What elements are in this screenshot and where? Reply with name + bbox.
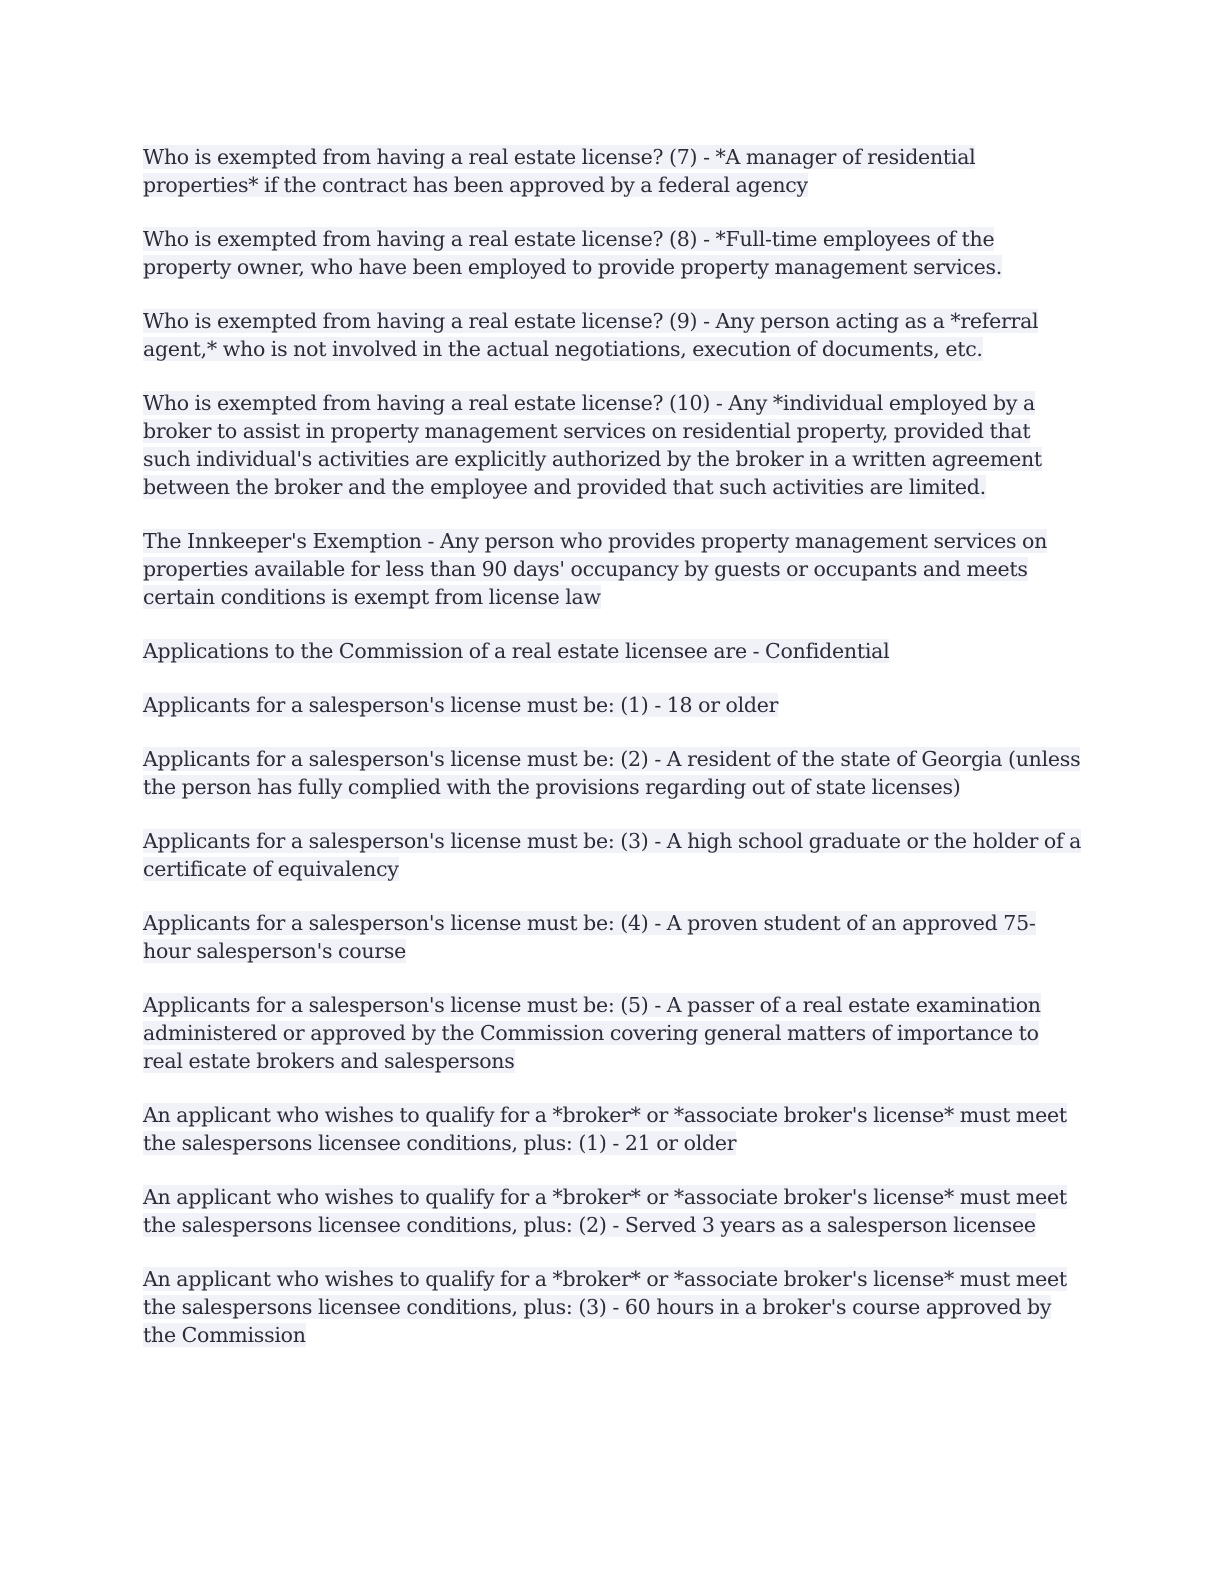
entry-text: Who is exempted from having a real estate license? (10) - Any *individual employed by a broker to assist in property management services on residential property, provided that such individual's activities are explicitly authorized by the broker in a written agreement between the broker and the employee and provided that such activities are limited.: [143, 391, 1042, 499]
entry-text: Applicants for a salesperson's license must be: (5) - A passer of a real estate examination administered or approved by the Commission covering general matters of importance to real estate brokers and salespersons: [143, 993, 1041, 1073]
flashcard-entry: [143, 909, 1083, 965]
entry-text: Who is exempted from having a real estate license? (7) - *A manager of residential properties* if the contract has been approved by a federal agency: [143, 145, 976, 197]
flashcard-entry: [143, 691, 1083, 719]
flashcard-entry: [143, 991, 1083, 1075]
entry-text: An applicant who wishes to qualify for a *broker* or *associate broker's license* must meet the salespersons licensee conditions, plus: (2) - Served 3 years as a salesperson licensee: [143, 1185, 1067, 1237]
flashcard-entry: [143, 637, 1083, 665]
flashcard-entry: [143, 827, 1083, 883]
flashcard-entry: [143, 307, 1083, 363]
entry-text: Applications to the Commission of a real estate licensee are - Confidential: [143, 639, 890, 663]
entry-text: Applicants for a salesperson's license must be: (4) - A proven student of an approved 75-hour salesperson's course: [143, 911, 1036, 963]
flashcard-entry: [143, 225, 1083, 281]
flashcard-entry: [143, 389, 1083, 501]
entry-text: An applicant who wishes to qualify for a *broker* or *associate broker's license* must meet the salespersons licensee conditions, plus: (1) - 21 or older: [143, 1103, 1067, 1155]
entry-text: Who is exempted from having a real estate license? (9) - Any person acting as a *referral agent,* who is not involved in the actual negotiations, execution of documents, etc.: [143, 309, 1039, 361]
entry-text: The Innkeeper's Exemption - Any person who provides property management services on properties available for less than 90 days' occupancy by guests or occupants and meets certain conditions is exempt from license law: [143, 529, 1048, 609]
flashcard-entry: [143, 1183, 1083, 1239]
flashcard-entry: [143, 527, 1083, 611]
flashcard-entry: [143, 1101, 1083, 1157]
entry-text: Applicants for a salesperson's license must be: (2) - A resident of the state of Georgia (unless the person has fully complied with the provisions regarding out of state licenses): [143, 747, 1081, 799]
entry-text: Applicants for a salesperson's license must be: (3) - A high school graduate or the holder of a certificate of equivalency: [143, 829, 1082, 881]
entry-text: Who is exempted from having a real estate license? (8) - *Full-time employees of the property owner, who have been employed to provide property management services.: [143, 227, 1003, 279]
flashcard-entry: [143, 1265, 1083, 1349]
entry-text: Applicants for a salesperson's license must be: (1) - 18 or older: [143, 693, 779, 717]
flashcard-entry: [143, 745, 1083, 801]
document-page: [143, 143, 1083, 1375]
entry-text: An applicant who wishes to qualify for a *broker* or *associate broker's license* must meet the salespersons licensee conditions, plus: (3) - 60 hours in a broker's course approved by the Commission: [143, 1267, 1067, 1347]
flashcard-entry: [143, 143, 1083, 199]
